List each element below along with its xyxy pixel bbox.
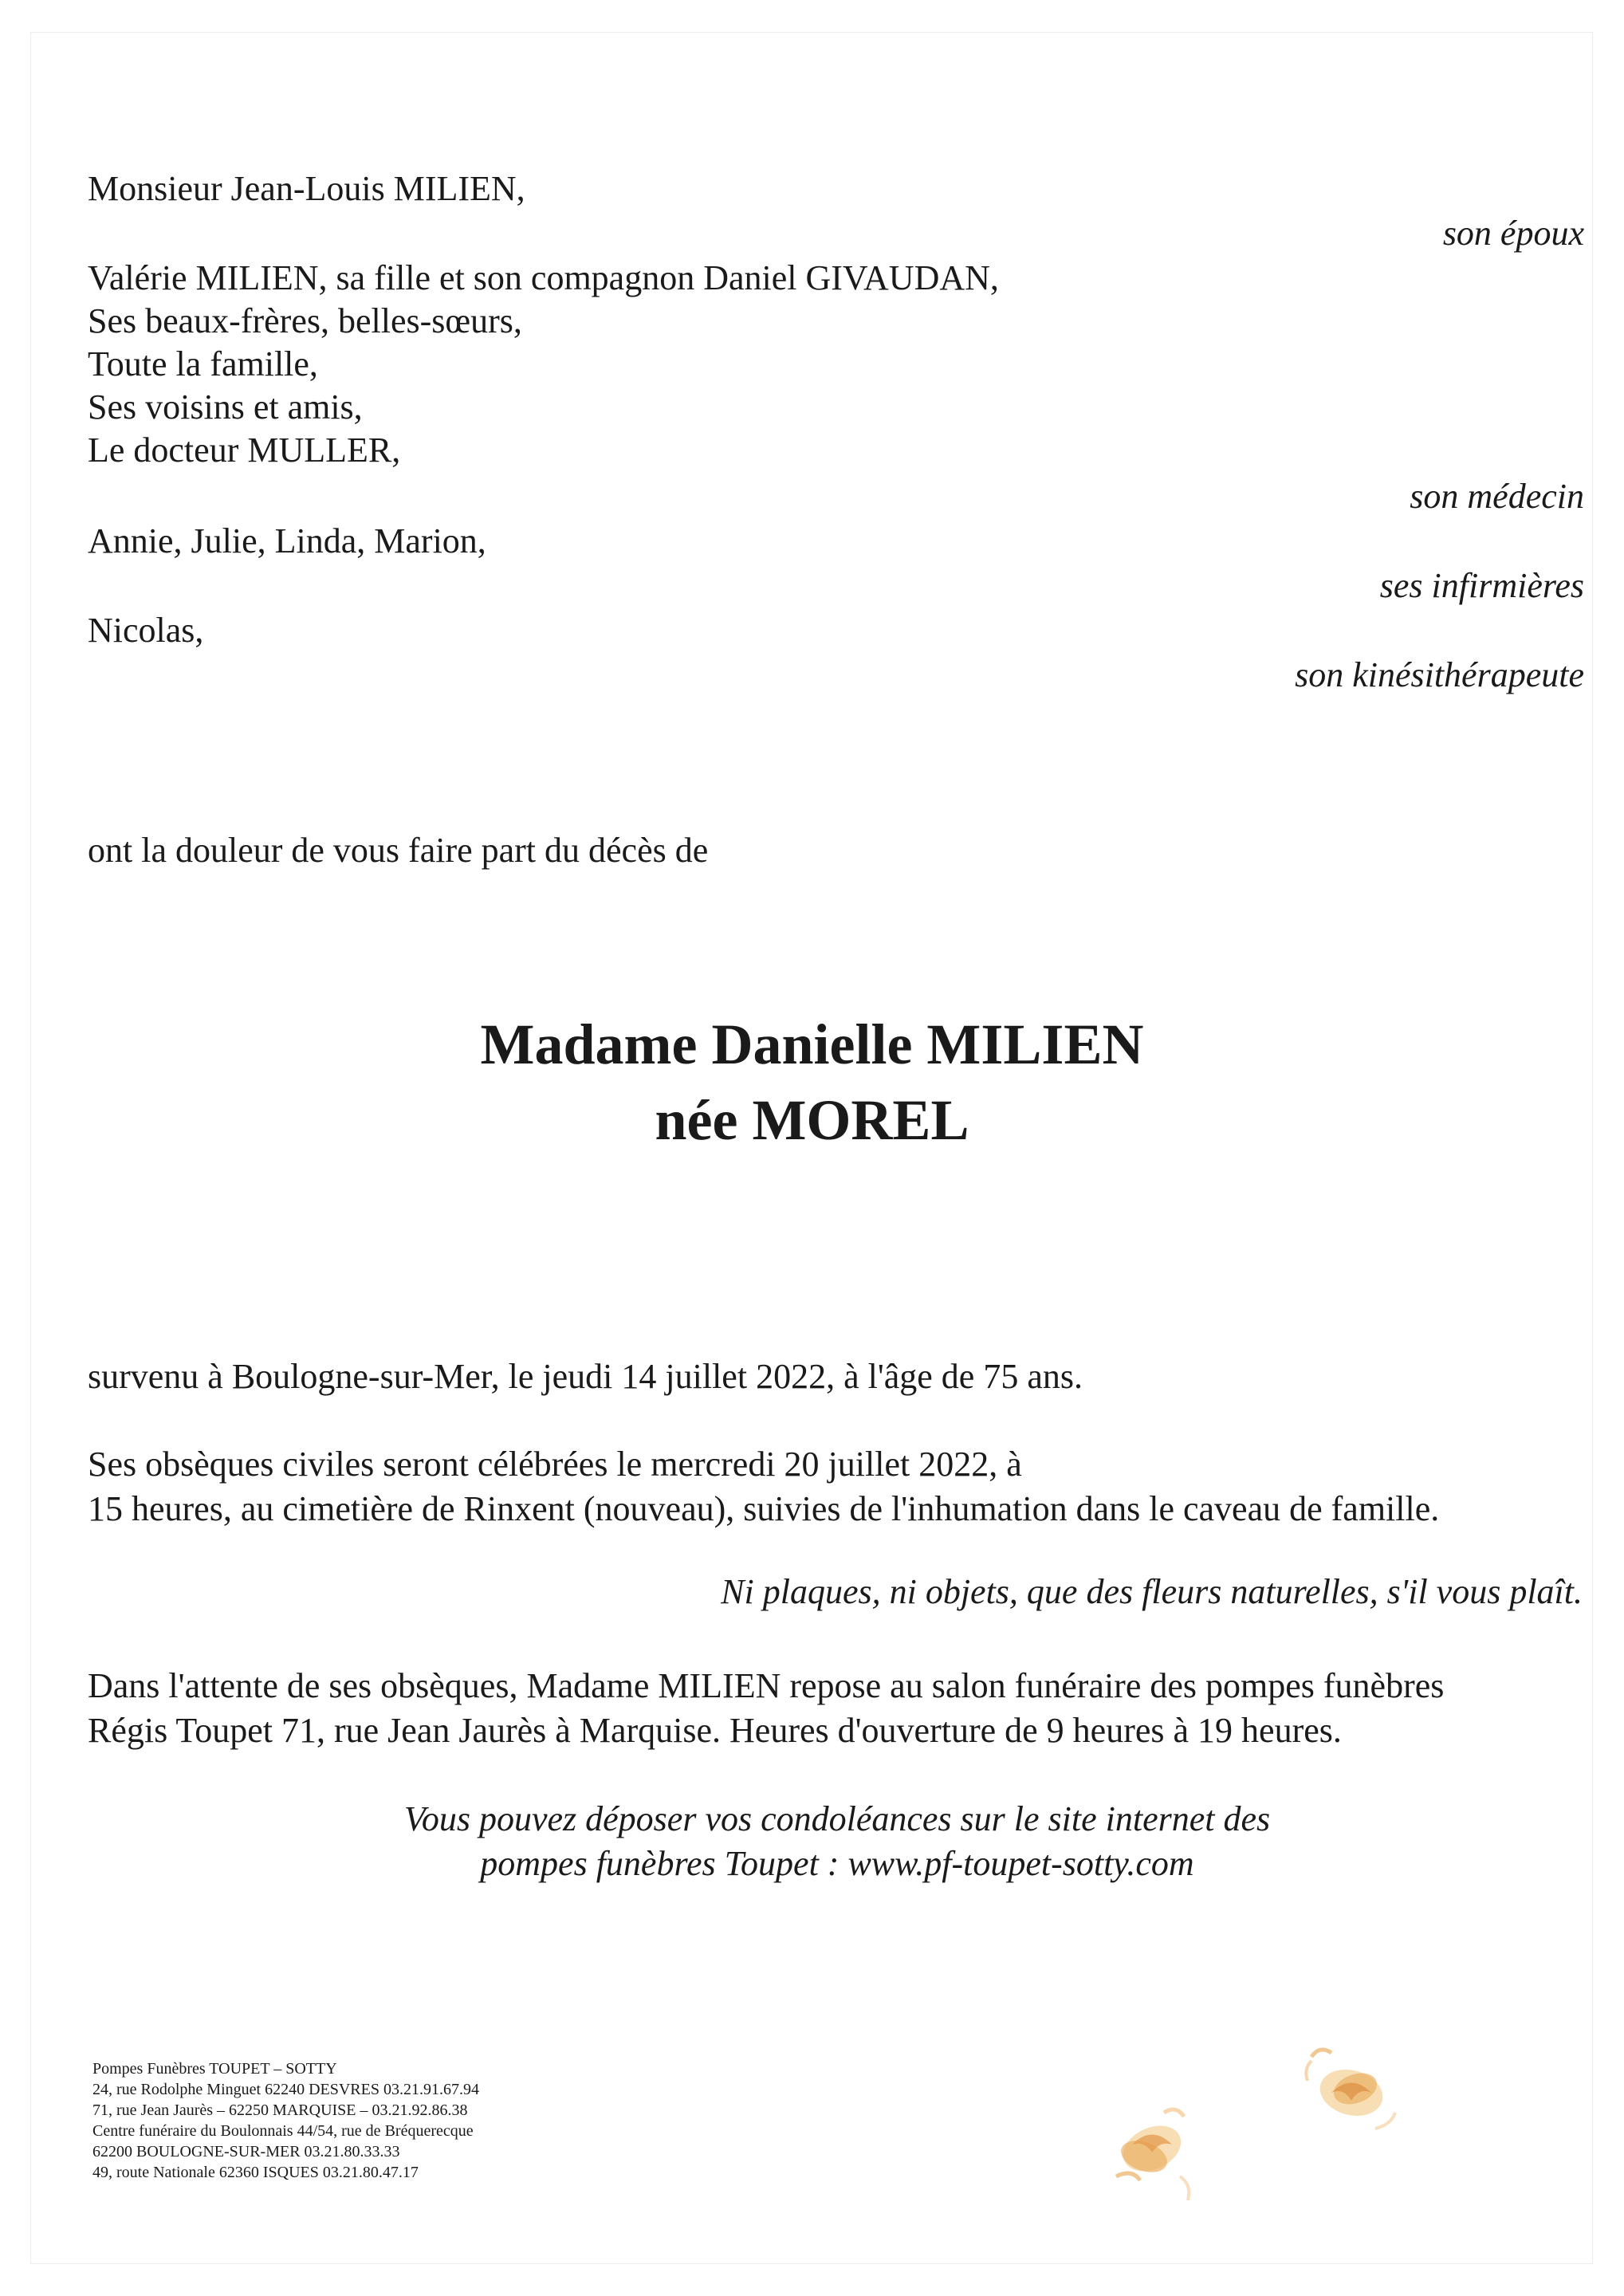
family-line-nurses: Annie, Julie, Linda, Marion, bbox=[88, 521, 486, 560]
role-husband: son époux bbox=[1442, 214, 1584, 253]
footer-line: Centre funéraire du Boulonnais 44/54, rue de Bréquerecque bbox=[92, 2122, 474, 2140]
footer-line: 24, rue Rodolphe Minguet 62240 DESVRES 03.21.91.67.94 bbox=[92, 2081, 479, 2098]
footer-line: Pompes Funèbres TOUPET – SOTTY bbox=[92, 2060, 337, 2078]
funeral-line-2: 15 heures, au cimetière de Rinxent (nouveau), suivies de l'inhumation dans le caveau de famille. bbox=[88, 1489, 1440, 1528]
condolences-line-2: pompes funèbres Toupet : www.pf-toupet-sotty.com bbox=[480, 1844, 1194, 1883]
family-line-physio: Nicolas, bbox=[88, 611, 204, 650]
family-line-husband: Monsieur Jean-Louis MILIEN, bbox=[88, 169, 525, 208]
footer-line: 62200 BOULOGNE-SUR-MER 03.21.80.33.33 bbox=[92, 2143, 400, 2160]
death-details: survenu à Boulogne-sur-Mer, le jeudi 14 juillet 2022, à l'âge de 75 ans. bbox=[88, 1357, 1083, 1396]
funeral-line-1: Ses obsèques civiles seront célébrées le mercredi 20 juillet 2022, à bbox=[88, 1445, 1022, 1484]
family-line-in-laws: Ses beaux-frères, belles-sœurs, bbox=[88, 301, 522, 340]
condolences-line-1: Vous pouvez déposer vos condoléances sur le site internet des bbox=[403, 1799, 1271, 1838]
deceased-name: Madame Danielle MILIEN bbox=[480, 1012, 1144, 1076]
footer-line: 49, route Nationale 62360 ISQUES 03.21.80.47.17 bbox=[92, 2164, 419, 2181]
flowers-note: Ni plaques, ni objets, que des fleurs naturelles, s'il vous plaît. bbox=[721, 1572, 1583, 1611]
family-line-doctor: Le docteur MULLER, bbox=[88, 431, 401, 470]
rest-line-1: Dans l'attente de ses obsèques, Madame MILIEN repose au salon funéraire des pompes funèbres bbox=[88, 1666, 1445, 1705]
flower-icon bbox=[1288, 2025, 1415, 2152]
funeral-home-footer bbox=[92, 2058, 479, 2183]
role-doctor: son médecin bbox=[1410, 477, 1584, 516]
family-line-family: Toute la famille, bbox=[88, 344, 318, 383]
role-physio: son kinésithérapeute bbox=[1295, 655, 1584, 694]
family-line-friends: Ses voisins et amis, bbox=[88, 387, 363, 427]
flower-icon bbox=[1084, 2081, 1220, 2216]
deceased-maiden-name: née MOREL bbox=[655, 1088, 969, 1152]
rest-line-2: Régis Toupet 71, rue Jean Jaurès à Marquise. Heures d'ouverture de 9 heures à 19 heures. bbox=[88, 1711, 1342, 1750]
footer-line: 71, rue Jean Jaurès – 62250 MARQUISE – 03.21.92.86.38 bbox=[92, 2101, 468, 2119]
family-line-daughter: Valérie MILIEN, sa fille et son compagnon Daniel GIVAUDAN, bbox=[88, 258, 999, 297]
role-nurses: ses infirmières bbox=[1379, 566, 1584, 605]
announcement-text: ont la douleur de vous faire part du décès de bbox=[88, 831, 709, 870]
